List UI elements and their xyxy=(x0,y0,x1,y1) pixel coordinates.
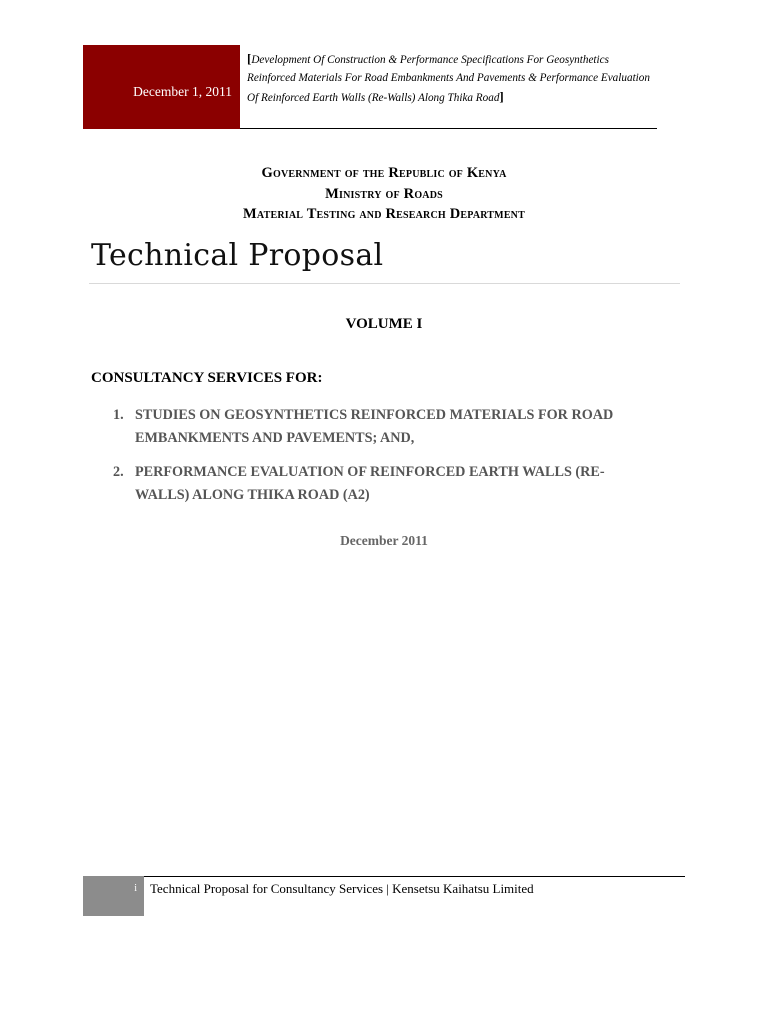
title-divider xyxy=(89,283,680,284)
list-item-number: 2. xyxy=(113,464,124,480)
list-item-number: 1. xyxy=(113,407,124,423)
header-bracket-close: ] xyxy=(499,88,504,104)
header-divider xyxy=(240,128,657,129)
report-date: December 2011 xyxy=(340,533,428,548)
ministry-name: Ministry of Roads xyxy=(325,185,443,202)
footer-page-box xyxy=(83,876,144,916)
government-block xyxy=(0,163,768,225)
header-date: December 1, 2011 xyxy=(133,84,232,99)
header-project-title-text: Development Of Construction & Performance Specifications For Geosynthetics Reinforced Materials For Road Embankments And Pavements & Performance Evaluation Of Reinforced Earth Walls (Re-Walls) Along Thika Road xyxy=(247,54,650,104)
header-bracket-open: [ xyxy=(247,51,252,66)
consultancy-heading: CONSULTANCY SERVICES FOR: xyxy=(91,370,323,386)
header-date-box xyxy=(83,45,240,129)
header-project-title xyxy=(247,50,657,107)
list-item-text: PERFORMANCE EVALUATION OF REINFORCED EARTH WALLS (RE-WALLS) ALONG THIKA ROAD (A2) xyxy=(135,464,605,503)
footer-text: Technical Proposal for Consultancy Services | Kensetsu Kaihatsu Limited xyxy=(150,881,534,896)
footer-page-number: i xyxy=(134,883,137,894)
department-name: Material Testing and Research Department xyxy=(243,206,525,222)
services-list xyxy=(113,404,653,518)
volume-label: VOLUME I xyxy=(345,316,423,332)
government-name: Government of the Republic of Kenya xyxy=(261,165,507,181)
footer-divider xyxy=(144,876,685,877)
list-item xyxy=(113,404,653,449)
list-item xyxy=(113,461,653,506)
list-item-text: STUDIES ON GEOSYNTHETICS REINFORCED MATERIALS FOR ROAD EMBANKMENTS AND PAVEMENTS; AND, xyxy=(135,407,614,446)
document-title: Technical Proposal xyxy=(91,238,384,273)
